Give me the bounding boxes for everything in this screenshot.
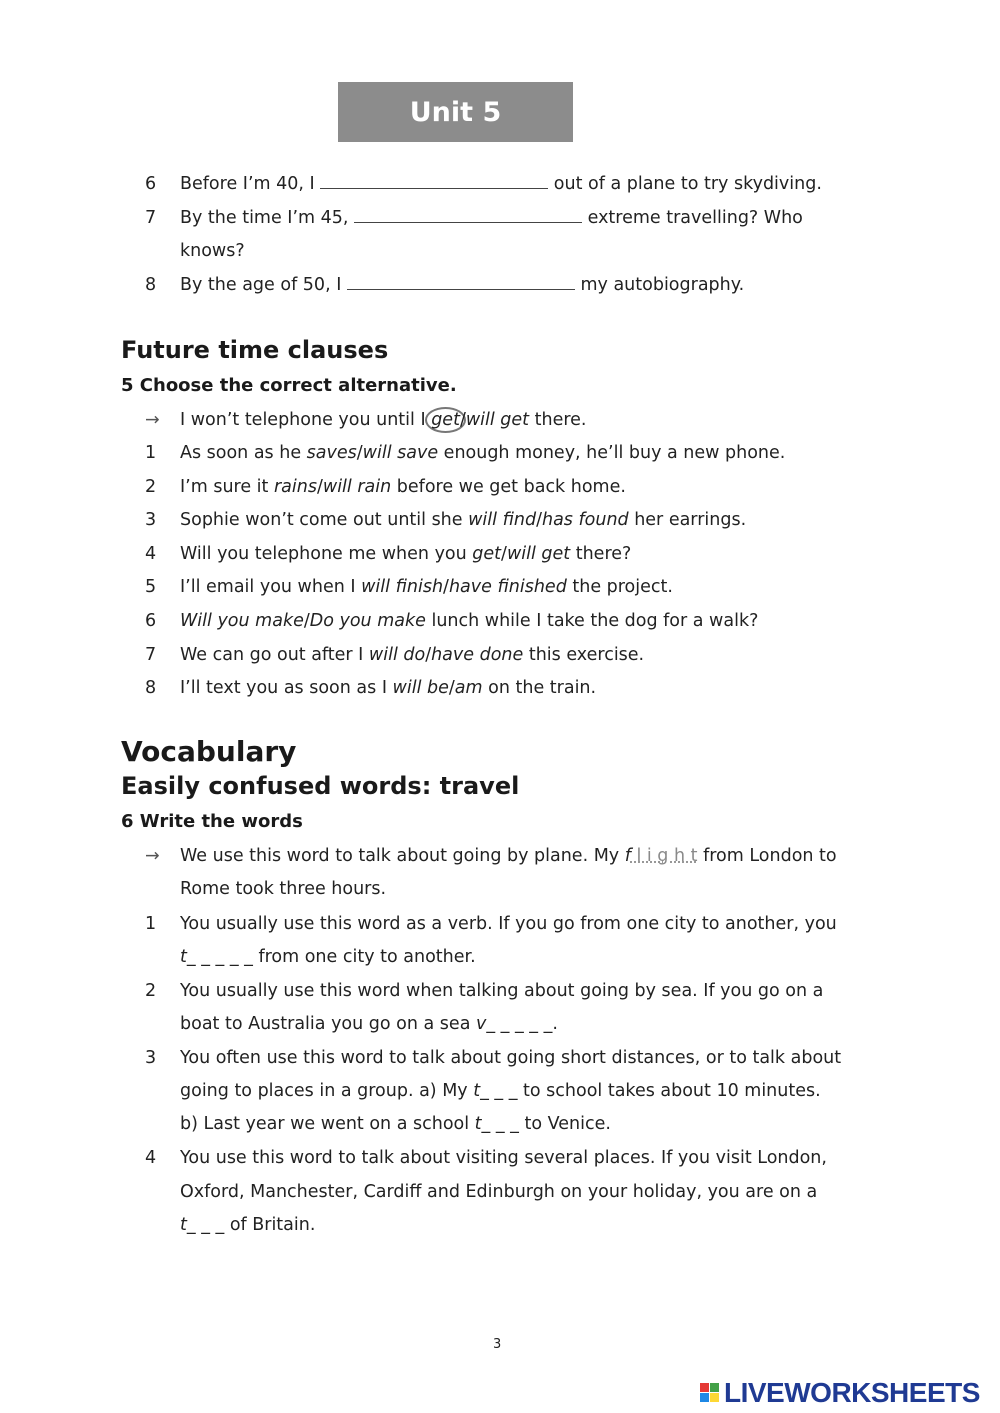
option-b[interactable]: Do you make — [309, 611, 426, 631]
page-number: 3 — [493, 1337, 502, 1352]
item-number: 6 — [145, 611, 157, 631]
item-text: You usually use this word when talking about going by sea. If you go on a — [180, 981, 824, 1001]
item-text: Sophie won’t come out until she — [180, 510, 469, 530]
item-text: You usually use this word as a verb. If you go from one city to another, you — [180, 914, 837, 934]
item-text: b) Last year we went on a school — [180, 1114, 475, 1134]
item-text: enough money, he’ll buy a new phone. — [438, 443, 786, 463]
item-text: extreme travelling? Who — [582, 208, 803, 228]
item-text: I’m sure it — [180, 477, 274, 497]
item-number: 7 — [145, 645, 157, 665]
slash: / — [536, 510, 542, 530]
item-text: going to places in a group. a) My — [180, 1081, 474, 1101]
option-b[interactable]: have finished — [448, 577, 567, 597]
item-text: before we get back home. — [391, 477, 626, 497]
item-text: on the train. — [482, 678, 597, 698]
letter: v — [475, 1014, 487, 1034]
item-text: As soon as he — [180, 443, 307, 463]
option-a[interactable]: will find — [468, 510, 537, 530]
example-answer: l i g h t — [630, 846, 698, 866]
item-number: 2 — [145, 981, 157, 1001]
section-heading: Future time clauses — [121, 336, 389, 364]
item-text: Rome took three hours. — [180, 879, 387, 899]
slash: / — [448, 678, 455, 698]
item-text: there. — [529, 410, 587, 430]
item-text: Oxford, Manchester, Cardiff and Edinburgh on your holiday, you are on a — [180, 1182, 818, 1202]
item-text: I won’t telephone you until I — [180, 410, 432, 430]
section-subheading: Easily confused words: travel — [121, 772, 520, 800]
option-a[interactable]: will do — [368, 645, 426, 665]
item-number: 4 — [145, 544, 157, 564]
item-text: knows? — [180, 241, 245, 261]
option-a[interactable]: rains — [273, 477, 317, 497]
slash: / — [356, 443, 363, 463]
slash: / — [501, 544, 507, 564]
option-b[interactable]: have done — [431, 645, 524, 665]
item-text: boat to Australia you go on a sea — [180, 1014, 476, 1034]
item-number: 6 — [145, 174, 157, 194]
option-b[interactable]: will get — [506, 544, 571, 564]
item-text: her earrings. — [628, 510, 747, 530]
item-text: this exercise. — [523, 645, 645, 665]
slash: / — [459, 410, 466, 430]
item-text: the project. — [566, 577, 673, 597]
letter: t — [180, 947, 187, 967]
arrow-icon: → — [145, 410, 160, 430]
item-number: 5 — [145, 577, 157, 597]
item-text: You use this word to talk about visiting several places. If you visit London, — [180, 1148, 827, 1168]
item-text: By the time I’m 45, — [180, 208, 355, 228]
answer-blank[interactable] — [320, 173, 548, 189]
liveworksheets-logo[interactable] — [700, 1378, 980, 1408]
item-text: there? — [570, 544, 632, 564]
item-number: 8 — [145, 678, 157, 698]
item-number: 1 — [145, 443, 157, 463]
circled-answer[interactable]: get — [425, 407, 466, 433]
option-a[interactable]: will be — [392, 678, 449, 698]
item-text: Will you telephone me when you — [180, 544, 473, 564]
letter: t — [180, 1215, 187, 1235]
item-text: I’ll email you when I — [180, 577, 362, 597]
unit-title: Unit 5 — [338, 82, 573, 142]
answer-blank[interactable] — [347, 274, 575, 290]
item-number: 8 — [145, 275, 157, 295]
item-text: my autobiography. — [574, 275, 745, 295]
slash: / — [316, 477, 323, 497]
item-text: Before I’m 40, I — [180, 174, 321, 194]
answer-blank[interactable]: _ _ _ of Britain. — [186, 1215, 316, 1235]
letter: t — [473, 1081, 481, 1101]
item-number: 4 — [145, 1148, 157, 1168]
item-number: 3 — [145, 510, 157, 530]
item-number: 3 — [145, 1048, 157, 1068]
item-text: from London to — [697, 846, 837, 866]
answer-blank[interactable]: _ _ _ _ _ from one city to another. — [186, 947, 476, 967]
slash: / — [303, 611, 310, 631]
item-text: We use this word to talk about going by plane. My — [180, 846, 625, 866]
letter: t — [474, 1114, 482, 1134]
answer-blank[interactable]: _ _ _ to Venice. — [481, 1114, 611, 1134]
item-text: lunch while I take the dog for a walk? — [425, 611, 759, 631]
slash: / — [425, 645, 432, 665]
item-number: 2 — [145, 477, 157, 497]
answer-blank[interactable]: _ _ _ _ _. — [486, 1014, 558, 1034]
option-a[interactable]: Will you make — [180, 611, 304, 631]
letter: f — [624, 846, 631, 866]
slash: / — [443, 577, 449, 597]
option[interactable]: will get — [465, 410, 530, 430]
item-text: We can go out after I — [180, 645, 369, 665]
section-heading: Vocabulary — [121, 735, 297, 768]
option-b[interactable]: will save — [362, 443, 439, 463]
item-text: I’ll text you as soon as I — [180, 678, 393, 698]
option-a[interactable]: will finish — [361, 577, 444, 597]
arrow-icon: → — [145, 846, 160, 866]
option-a[interactable]: get — [472, 544, 502, 564]
item-text: out of a plane to try skydiving. — [548, 174, 822, 194]
item-text: By the age of 50, I — [180, 275, 347, 295]
exercise-instruction: 5 Choose the correct alternative. — [121, 375, 457, 396]
item-number: 7 — [145, 208, 157, 228]
answer-blank[interactable]: _ _ _ to school takes about 10 minutes. — [480, 1081, 821, 1101]
option-b[interactable]: has found — [541, 510, 629, 530]
answer-blank[interactable] — [354, 207, 582, 223]
exercise-instruction: 6 Write the words — [121, 811, 303, 832]
option-b[interactable]: will rain — [322, 477, 392, 497]
item-text: You often use this word to talk about going short distances, or to talk about — [180, 1048, 842, 1068]
option-a[interactable]: saves — [306, 443, 357, 463]
item-number: 1 — [145, 914, 157, 934]
option-b[interactable]: am — [454, 678, 483, 698]
logo-icon — [700, 1383, 720, 1403]
logo-text: LIVEWORKSHEETS — [724, 1377, 980, 1408]
